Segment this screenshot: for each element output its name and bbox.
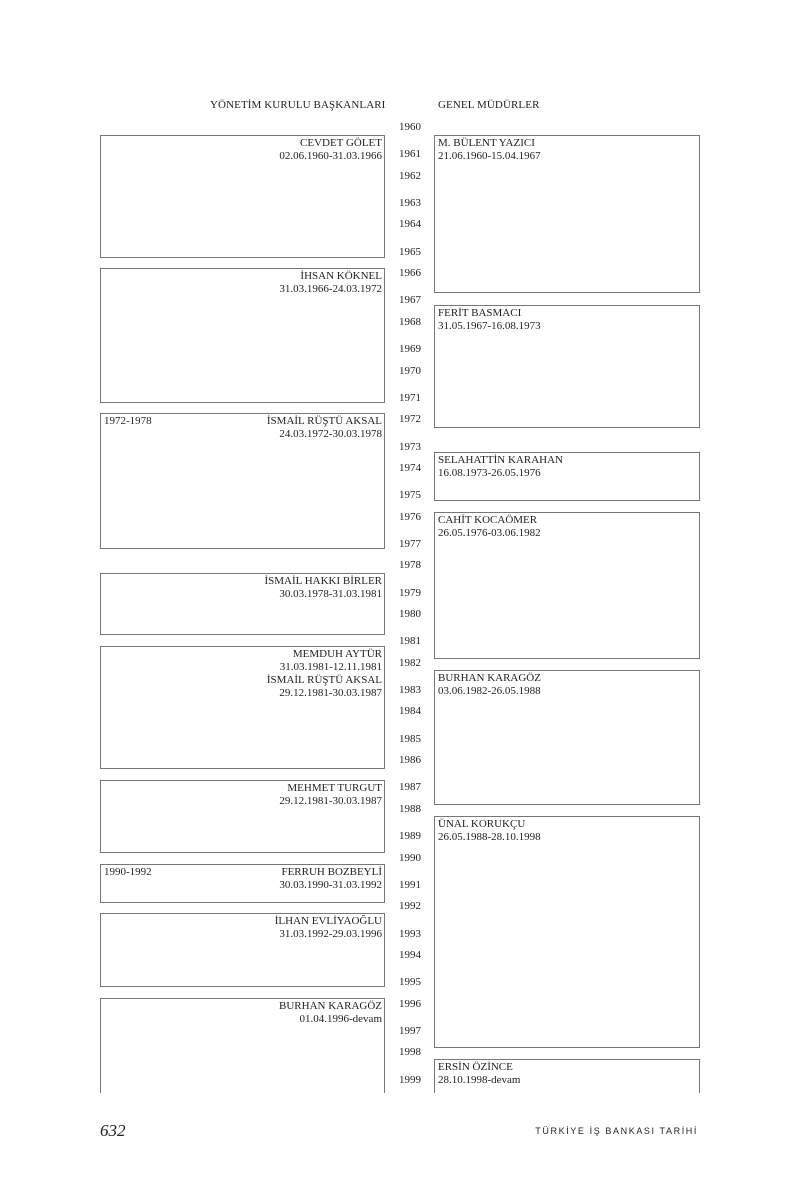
person-name: ÜNAL KORUKÇU xyxy=(438,818,526,830)
tenure-dates: 29.12.1981-30.03.1987 xyxy=(279,795,382,807)
year-label: 1993 xyxy=(399,927,421,940)
chairman-entry xyxy=(100,573,385,635)
year-label: 1976 xyxy=(399,510,421,523)
tenure-dates: 31.05.1967-16.08.1973 xyxy=(438,320,541,332)
person-name: SELAHATTİN KARAHAN xyxy=(438,454,563,466)
page-number: 632 xyxy=(100,1121,126,1140)
year-label: 1983 xyxy=(399,684,421,697)
year-label: 1961 xyxy=(399,148,421,161)
person-name: İHSAN KÖKNEL xyxy=(300,270,382,282)
person-name: BURHAN KARAGÖZ xyxy=(279,1000,382,1012)
chairman-entry xyxy=(100,413,385,549)
chairman-entry xyxy=(100,135,385,258)
year-label: 1984 xyxy=(399,705,421,718)
year-label: 1982 xyxy=(399,656,421,669)
general-manager-entry xyxy=(434,305,700,428)
year-label: 1995 xyxy=(399,976,421,989)
person-name: İLHAN EVLİYAOĞLU xyxy=(274,915,382,927)
chairman-entry xyxy=(100,998,385,1093)
chairman-entry xyxy=(100,780,385,853)
tenure-dates: 16.08.1973-26.05.1976 xyxy=(438,467,541,479)
tenure-dates: 24.03.1972-30.03.1978 xyxy=(279,428,382,440)
tenure-dates: 31.03.1966-24.03.1972 xyxy=(279,283,382,295)
tenure-dates: 28.10.1998-devam xyxy=(438,1074,521,1086)
chairman-entry xyxy=(100,864,385,903)
general-manager-entry xyxy=(434,816,700,1048)
year-label: 1980 xyxy=(399,608,421,620)
year-label: 1969 xyxy=(399,343,421,356)
general-manager-entry xyxy=(434,670,700,805)
person-name: ERSİN ÖZİNCE xyxy=(438,1061,513,1073)
tenure-dates: 30.03.1990-31.03.1992 xyxy=(279,879,382,891)
person-name: BURHAN KARAGÖZ xyxy=(438,672,541,684)
tenure-dates: 29.12.1981-30.03.1987 xyxy=(279,687,382,699)
year-label: 1978 xyxy=(399,559,421,572)
chairman-entry xyxy=(100,646,385,769)
year-label: 1998 xyxy=(399,1046,421,1059)
tenure-dates: 26.05.1976-03.06.1982 xyxy=(438,527,541,539)
tenure-dates: 03.06.1982-26.05.1988 xyxy=(438,685,541,697)
tenure-dates: 31.03.1981-12.11.1981 xyxy=(279,661,382,673)
tenure-range: 1972-1978 xyxy=(104,415,152,427)
year-label: 1974 xyxy=(399,461,421,474)
year-label: 1971 xyxy=(399,391,421,404)
tenure-range: 1990-1992 xyxy=(104,866,152,878)
year-label: 1970 xyxy=(399,364,421,377)
tenure-dates: 30.03.1978-31.03.1981 xyxy=(279,588,382,600)
year-label: 1963 xyxy=(399,197,421,210)
year-label: 1967 xyxy=(399,294,421,307)
chairman-entry xyxy=(100,913,385,987)
person-name: İSMAİL RÜŞTÜ AKSAL xyxy=(266,674,382,686)
year-label: 1992 xyxy=(399,900,421,913)
person-name: İSMAİL RÜŞTÜ AKSAL xyxy=(266,415,382,427)
running-footer-title: TÜRKİYE İŞ BANKASI TARİHİ xyxy=(535,1126,698,1136)
year-label: 1988 xyxy=(399,802,421,815)
year-label: 1996 xyxy=(399,997,421,1010)
year-label: 1975 xyxy=(399,489,421,502)
year-label: 1985 xyxy=(399,732,421,745)
year-label: 1964 xyxy=(399,218,421,231)
year-label: 1972 xyxy=(399,413,421,426)
general-managers-header: GENEL MÜDÜRLER xyxy=(438,99,540,111)
general-manager-entry xyxy=(434,512,700,659)
person-name: MEHMET TURGUT xyxy=(287,782,382,794)
chairman-entry xyxy=(100,268,385,403)
year-label: 1977 xyxy=(399,537,421,550)
chairmen-header: YÖNETİM KURULU BAŞKANLARI xyxy=(210,99,386,111)
year-label: 1981 xyxy=(399,635,421,648)
year-label: 1987 xyxy=(399,781,421,794)
year-label: 1991 xyxy=(399,878,421,891)
year-label: 1994 xyxy=(399,948,421,961)
general-manager-entry xyxy=(434,1059,700,1093)
general-manager-entry xyxy=(434,135,700,293)
person-name: FERRUH BOZBEYLİ xyxy=(281,866,382,878)
year-label: 1966 xyxy=(399,267,421,280)
person-name: İSMAİL HAKKI BİRLER xyxy=(264,575,382,587)
year-label: 1973 xyxy=(399,440,421,453)
year-label: 1962 xyxy=(399,169,421,182)
person-name: FERİT BASMACI xyxy=(438,307,522,319)
tenure-dates: 01.04.1996-devam xyxy=(299,1013,382,1025)
tenure-dates: 26.05.1988-28.10.1998 xyxy=(438,831,541,843)
person-name: MEMDUH AYTÜR xyxy=(292,648,382,660)
year-label: 1986 xyxy=(399,754,421,767)
person-name: CAHİT KOCAÖMER xyxy=(438,514,538,526)
tenure-dates: 02.06.1960-31.03.1966 xyxy=(279,150,382,162)
year-label: 1990 xyxy=(399,851,421,864)
year-label: 1979 xyxy=(399,586,421,599)
year-label: 1960 xyxy=(399,121,421,133)
year-label: 1989 xyxy=(399,830,421,843)
tenure-dates: 21.06.1960-15.04.1967 xyxy=(438,150,541,162)
tenure-dates: 31.03.1992-29.03.1996 xyxy=(279,928,382,940)
year-label: 1965 xyxy=(399,245,421,258)
person-name: M. BÜLENT YAZICI xyxy=(438,137,535,149)
year-label: 1999 xyxy=(399,1073,421,1086)
year-label: 1968 xyxy=(399,315,421,328)
general-manager-entry xyxy=(434,452,700,501)
person-name: CEVDET GÖLET xyxy=(300,137,382,149)
year-label: 1997 xyxy=(399,1024,421,1037)
